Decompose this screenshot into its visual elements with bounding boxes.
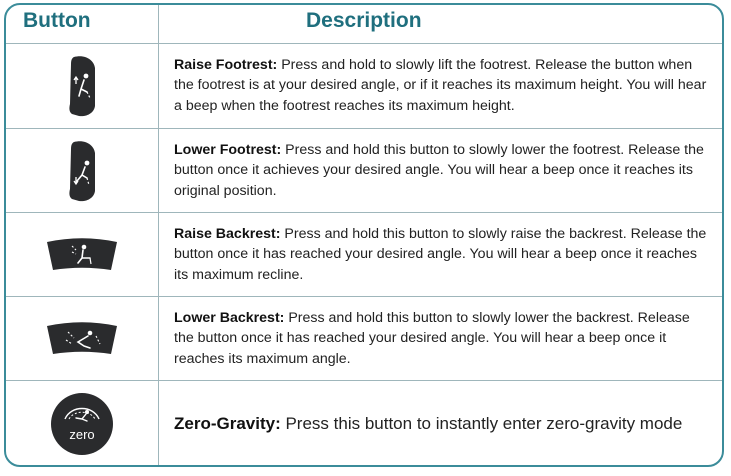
lower-footrest-icon[interactable] bbox=[67, 139, 97, 203]
table-row bbox=[6, 297, 722, 381]
raise-footrest-icon[interactable] bbox=[67, 54, 97, 118]
lower-footrest-cell bbox=[6, 129, 158, 212]
column-divider bbox=[158, 5, 159, 465]
table-header bbox=[6, 5, 722, 44]
row-text: Press this button to instantly enter zero-gravity mode bbox=[280, 414, 683, 433]
table-row bbox=[6, 43, 722, 129]
raise-footrest-description bbox=[174, 55, 712, 117]
row-text: Press and hold this button to slowly lower the backrest. Release the button once it has reached your desired angle. You will hear a beep once it reaches its maximum angle. bbox=[174, 309, 690, 367]
header-button: Button bbox=[23, 9, 91, 32]
lower-backrest-cell bbox=[6, 297, 158, 380]
zero-gravity-cell bbox=[6, 381, 158, 467]
zero-gravity-icon[interactable] bbox=[49, 391, 115, 457]
zero-icon-label: zero bbox=[69, 427, 95, 442]
zero-gravity-description bbox=[174, 413, 682, 435]
row-title: Lower Footrest: bbox=[174, 141, 282, 158]
raise-backrest-icon[interactable] bbox=[44, 236, 120, 274]
button-description-table bbox=[4, 3, 724, 467]
header-description: Description bbox=[306, 9, 422, 32]
table-row bbox=[6, 213, 722, 297]
table-row bbox=[6, 381, 722, 467]
raise-backrest-cell bbox=[6, 213, 158, 296]
table-row bbox=[6, 129, 722, 213]
row-title: Zero-Gravity: bbox=[174, 414, 281, 433]
row-title: Raise Backrest: bbox=[174, 225, 281, 242]
lower-backrest-description bbox=[174, 308, 712, 370]
row-text: Press and hold this button to slowly raise the backrest. Release the button once it has reached your desired angle. You will hear a beep once it reaches its maximum recline. bbox=[174, 225, 707, 283]
row-text: Press and hold to slowly lift the footrest. Release the button when the footrest is at your desired angle, or if it reaches its maximum height. You will hear a beep when the footrest reaches its maximum height. bbox=[174, 56, 707, 114]
row-text: Press and hold this button to slowly lower the footrest. Release the button once it achieves your desired angle. You will hear a beep once it reaches its original position. bbox=[174, 141, 704, 199]
lower-backrest-icon[interactable] bbox=[44, 320, 120, 358]
lower-footrest-description bbox=[174, 140, 712, 202]
raise-backrest-description bbox=[174, 224, 712, 286]
row-title: Lower Backrest: bbox=[174, 309, 285, 326]
raise-footrest-cell bbox=[6, 43, 158, 128]
row-title: Raise Footrest: bbox=[174, 56, 278, 73]
